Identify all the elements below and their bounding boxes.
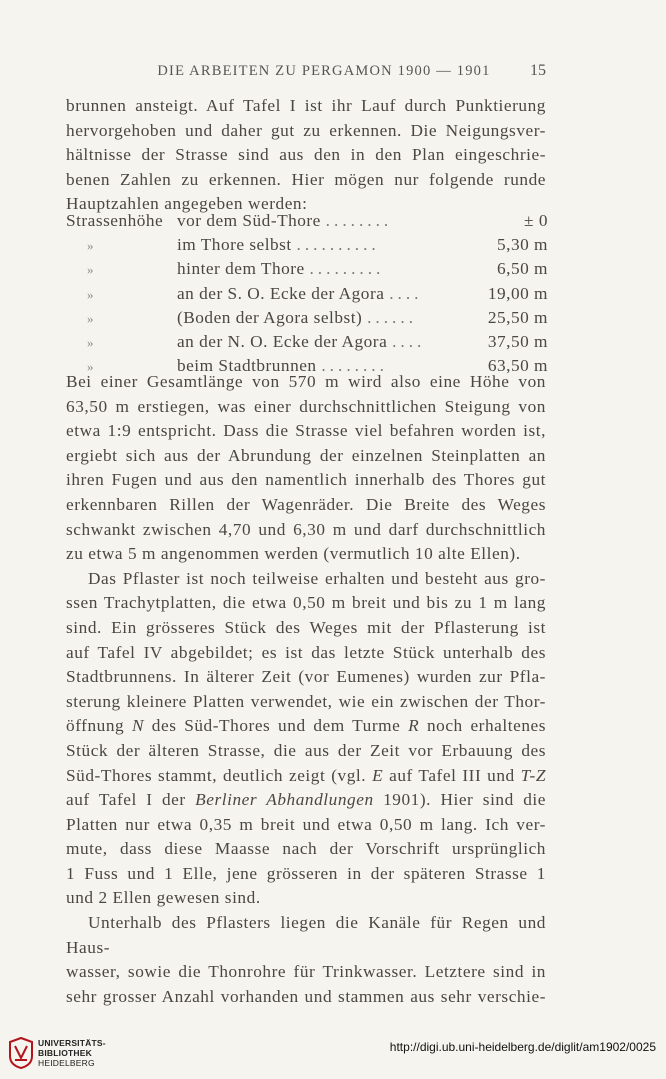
text-line: 63,50 m erstiegen, was einer durchschnittlichen Steigung von <box>66 396 546 416</box>
row-desc-text: hinter dem Thore <box>177 259 305 279</box>
digitization-footer <box>0 1026 666 1079</box>
table-row <box>66 211 548 235</box>
text-line: hältnisse der Strasse sind aus den in den Plan eingeschrie- <box>66 145 546 165</box>
text-line: Platten nur etwa 0,35 m breit und etwa 0,50 m lang. Ich ver- <box>66 814 546 834</box>
text-line: 1 Fuss und 1 Elle, jene grösseren in der späteren Strasse 1 <box>66 863 546 883</box>
row-desc-text: im Thore selbst <box>177 235 292 255</box>
text-line: brunnen ansteigt. Auf Tafel I ist ihr Lauf durch Punktierung <box>66 96 546 115</box>
height-table <box>66 211 548 380</box>
text-run: Süd-Thores stammt, deutlich zeigt (vgl. <box>66 765 373 785</box>
table-row <box>66 284 548 308</box>
leader-dots: ........ <box>325 211 393 230</box>
text-line: auf Tafel IV abgebildet; es ist das letzte Stück unterhalb des <box>66 642 546 662</box>
row-value: ± 0 <box>524 211 548 230</box>
leader-dots: .... <box>389 283 423 303</box>
ditto-mark: » <box>87 286 94 302</box>
text-line: etwa 1:9 entspricht. Dass die Strasse viel befahren worden ist, <box>66 421 546 441</box>
running-head-title: DIE ARBEITEN ZU PERGAMON 1900 — 1901 <box>157 63 491 79</box>
row-description <box>177 308 478 328</box>
page-number: 15 <box>530 62 546 79</box>
row-value: 37,50 m <box>487 331 548 351</box>
library-name <box>38 1038 106 1068</box>
logo-line: UNIVERSITÄTS- <box>38 1038 106 1048</box>
text-line: und 2 Ellen gewesen sind. <box>66 888 261 908</box>
text-line: erkennbaren Rillen der Wagenräder. Die Breite des Weges <box>66 494 546 514</box>
ditto-mark: » <box>87 310 94 326</box>
text-line: sind. Ein grösseres Stück des Weges mit der Pflasterung ist <box>66 617 546 637</box>
row-value: 5,30 m <box>496 235 548 255</box>
text-line <box>66 714 546 739</box>
logo-line: BIBLIOTHEK <box>38 1048 92 1058</box>
text-run: des Süd-Thores und dem Turme <box>144 716 409 736</box>
cited-title: Berliner Abhandlungen <box>195 790 374 810</box>
label-N: N <box>131 716 145 736</box>
ditto-mark: » <box>87 359 94 375</box>
text-line: Unterhalb des Pflasters liegen die Kanäle für Regen und Haus- <box>66 913 546 957</box>
row-description <box>177 235 478 255</box>
table-row <box>66 259 548 283</box>
row-value: 19,00 m <box>487 283 548 303</box>
ditto-mark: » <box>87 334 94 350</box>
leader-dots: ...... <box>367 307 418 327</box>
row-value: 25,50 m <box>487 307 548 327</box>
row-description <box>177 284 478 304</box>
text-run: auf Tafel III und <box>383 765 521 785</box>
label-T-Z: T-Z <box>520 765 546 785</box>
text-line: Hauptzahlen angegeben werden: <box>66 194 308 214</box>
text-line: mute, dass diese Maasse nach der Vorschrift ursprünglich <box>66 839 546 859</box>
text-line: sterung kleinere Platten verwendet, wie ein zwischen der Thor- <box>66 691 546 711</box>
row-description <box>177 259 478 279</box>
text-line: zu etwa 5 m angenommen werden (vermutlich 10 alte Ellen). <box>66 544 521 564</box>
text-line: ergiebt sich aus der Abrundung der einzelnen Steinplatten an <box>66 445 546 465</box>
ditto-mark: » <box>87 262 94 278</box>
table-row <box>66 235 548 259</box>
text-run: auf Tafel I der <box>66 790 196 810</box>
text-line: sehr grosser Anzahl vorhanden und stammen aus sehr verschie- <box>66 986 546 1006</box>
logo-line: HEIDELBERG <box>38 1058 95 1068</box>
leader-dots: ........ <box>321 356 388 376</box>
table-row <box>66 308 548 332</box>
body-text <box>66 370 546 1009</box>
text-line: Stadtbrunnens. In älterer Zeit (vor Eumenes) wurden zur Pfla- <box>66 667 546 687</box>
row-desc-text: (Boden der Agora selbst) <box>177 307 363 327</box>
row-desc-text: beim Stadtbrunnen <box>177 356 317 376</box>
row-value: 6,50 m <box>496 259 548 279</box>
paragraph-1 <box>66 94 546 217</box>
row-desc-text: vor dem Süd-Thore <box>177 211 321 230</box>
ditto-mark: » <box>87 238 94 254</box>
running-head <box>66 62 546 80</box>
text-line: benen Zahlen zu erkennen. Hier mögen nur folgende runde <box>66 169 546 189</box>
text-line: Bei einer Gesamtlänge von 570 m wird also eine Höhe von <box>66 372 546 391</box>
row-desc-text: an der N. O. Ecke der Agora <box>177 331 388 351</box>
label-E: E <box>372 765 384 785</box>
row-desc-text: an der S. O. Ecke der Agora <box>177 283 385 303</box>
leader-dots: ......... <box>309 259 385 279</box>
text-run: 1901). Hier sind die <box>373 790 546 810</box>
text-line: wasser, sowie die Thonrohre für Trinkwasser. Letztere sind in <box>66 962 546 982</box>
label-R: R <box>408 716 420 736</box>
permalink-url[interactable]: http://digi.ub.uni-heidelberg.de/diglit/am1902/0025 <box>389 1040 656 1054</box>
text-run: noch erhaltenes <box>419 716 547 736</box>
row-description <box>177 332 478 352</box>
text-line <box>66 764 546 789</box>
text-line: Stück der älteren Strasse, die aus der Zeit vor Erbauung des <box>66 740 546 760</box>
row-description <box>177 211 478 231</box>
leader-dots: .... <box>392 331 426 351</box>
table-label: Strassenhöhe <box>66 211 164 230</box>
text-line: ssen Trachytplatten, die etwa 0,50 m breit und bis zu 1 m lang <box>66 593 546 613</box>
row-value: 63,50 m <box>487 356 548 376</box>
university-seal-icon <box>8 1036 34 1070</box>
text-line: Das Pflaster ist noch teilweise erhalten und besteht aus gro- <box>88 568 546 588</box>
text-line: schwankt zwischen 4,70 und 6,30 m und darf durchschnittlich <box>66 519 546 539</box>
text-line: hervorgehoben und daher gut zu erkennen. Die Neigungsver- <box>66 120 546 140</box>
text-line: ihren Fugen und aus den namentlich innerhalb des Thores gut <box>66 470 546 490</box>
text-line <box>66 788 546 813</box>
leader-dots: .......... <box>296 235 380 255</box>
text-run: öffnung <box>66 716 132 736</box>
table-row <box>66 332 548 356</box>
library-logo[interactable] <box>8 1036 106 1070</box>
